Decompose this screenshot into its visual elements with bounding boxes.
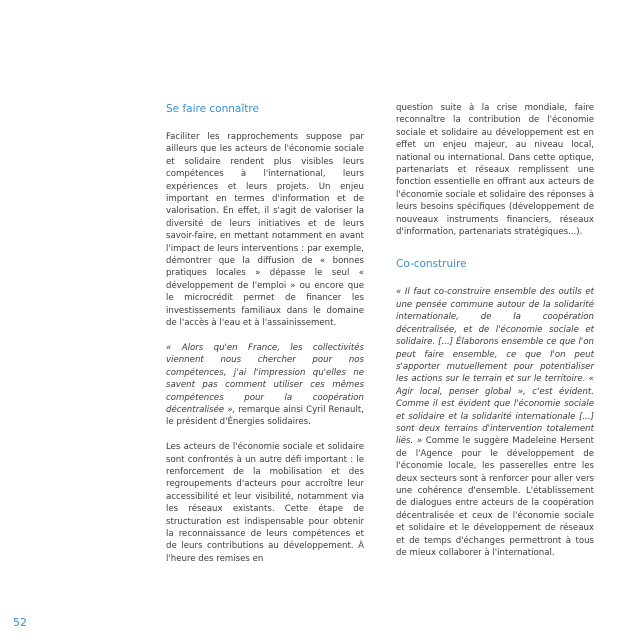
section-heading-co-construire: Co-construire (396, 258, 467, 271)
quote-attribution: remarque ainsi Cyril Renault, le président d'Énergies solidaires. (166, 404, 364, 428)
body-paragraph: question suite à la crise mondiale, faire reconnaître la contribution de l'économie sociale et solidaire au développement est en effet un enjeu majeur, au niveau local, national ou international. Dans cette optique, partenariats et réseaux remplissent une fonction essentielle en offrant aux acteurs de l'économie sociale et solidaire des réponses à leurs besoins spécifiques (développement de nouveaux instruments financiers, réseaux d'information, partenariats stratégiques...). (396, 103, 594, 238)
quote-text: « Il faut co-construire ensemble des outils et une pensée commune autour de la solidarité internationale, de la coopération décentralisée, et de l'économie sociale et solidaire. [...] Élaborons ensemble ce que l'on peut faire ensemble, ce que l'on peut s'apporter mutuellement pour potentialiser les actions sur le terrain et sur le territoire. « Agir local, penser global », c'est évident. Comme il est évident que l'économie sociale et solidaire et la solidarité internationale [...] sont deux terrains d'intervention totalement liés. » (396, 287, 594, 447)
quote-paragraph (166, 342, 364, 429)
body-paragraph: Les acteurs de l'économie sociale et solidaire sont confrontés à un autre défi important : le renforcement de la mobilisation et des regroupements d'acteurs pour accroître leur accessibilité et leur visibilité, notamment via les réseaux existants. Cette étape de structuration est indispensable pour obtenir la reconnaissance de leurs compétences et de leurs contributions au développement. À l'heure des remises en (166, 442, 364, 564)
quote-text: « Alors qu'en France, les collectivités viennent nous chercher pour nos compétences, j'ai l'impression qu'elles ne savent pas comment utiliser ces mêmes compétences pour la coopération décentralisée », (166, 342, 364, 415)
right-column (396, 102, 594, 572)
page-number: 52 (13, 616, 27, 629)
section-heading-se-faire-connaitre: Se faire connaître (166, 103, 259, 115)
quote-attribution: Comme le suggère Madeleine Hersent de l'Agence pour le développement de l'économie locale, les passerelles entre les deux secteurs sont à renforcer pour aller vers une cohérence d'ensemble. L'établissement de dialogues entre acteurs de la coopération décentralisée et ceux de l'économie sociale et solidaire et le développement de réseaux et de temps d'échanges permettront à tous de mieux collaborer à l'international. (396, 436, 594, 558)
left-column (166, 102, 364, 578)
quote-paragraph (396, 286, 594, 559)
body-paragraph: Faciliter les rapprochements suppose par ailleurs que les acteurs de l'économie sociale et solidaire rendent plus visibles leurs compétences à l'international, leurs expériences et leurs projets. Un enjeu important en termes d'information et de valorisation. En effet, il s'agit de valoriser la diversité de leurs initiatives et de leurs savoir-faire, en mettant notamment en avant l'impact de leurs interventions : par exemple, démontrer que la diffusion de « bonnes pratiques locales » dépasse le seul « développement de l'emploi » ou encore que le microcrédit permet de financer les investissements familiaux dans le domaine de l'accès à l'eau et à l'assainissement. (166, 132, 364, 329)
